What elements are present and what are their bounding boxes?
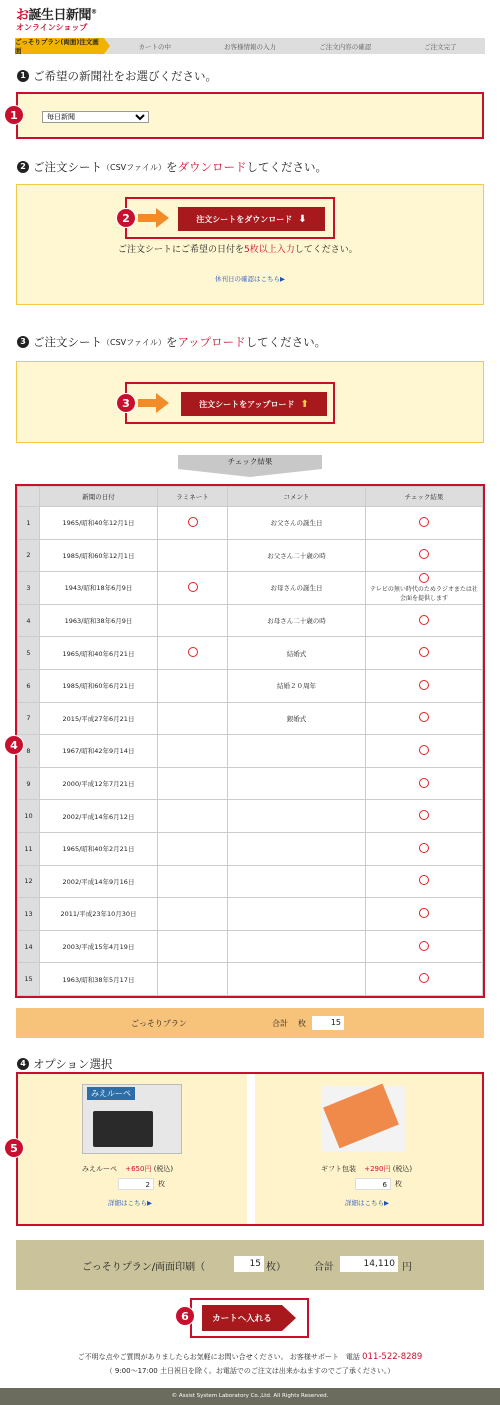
row-comment	[228, 767, 366, 800]
table-row	[18, 898, 483, 931]
section1-title: ご希望の新聞社をお選びください。	[33, 69, 217, 83]
row-laminate	[158, 637, 228, 670]
section1-number: 1	[17, 70, 29, 82]
row-date: 1963/昭和38年6月9日	[40, 604, 158, 637]
step-complete: ご注文完了	[390, 38, 485, 54]
step-badge-2: 2	[116, 208, 136, 228]
plan-count: 15	[312, 1016, 344, 1030]
summary-total-label: 合計	[314, 1262, 334, 1273]
summary-label: ごっそりプラン/両面印刷（	[82, 1262, 206, 1273]
loupe-unit: 枚	[158, 1180, 165, 1188]
row-comment: お母さんの誕生日	[228, 572, 366, 605]
download-arrow-icon	[138, 214, 156, 222]
gift-name: ギフト包装	[321, 1165, 356, 1173]
gift-envelope-icon	[323, 1084, 399, 1149]
table-row	[18, 604, 483, 637]
logo-reg: ®	[91, 8, 97, 16]
row-number: 2	[18, 539, 40, 572]
table-row	[18, 963, 483, 996]
table-row	[18, 800, 483, 833]
section3-title-c: してください。	[245, 335, 327, 349]
row-number: 15	[18, 963, 40, 996]
table-row	[18, 507, 483, 540]
gift-price: +290円	[364, 1165, 391, 1173]
step-badge-1: 1	[4, 105, 24, 125]
step-badge-6: 6	[175, 1306, 195, 1326]
check-ok-circle-icon	[419, 615, 429, 625]
summary-count: 15	[234, 1256, 264, 1272]
row-laminate	[158, 669, 228, 702]
row-comment: お父さん二十歳の時	[228, 539, 366, 572]
check-ok-circle-icon	[419, 517, 429, 527]
row-check	[366, 865, 483, 898]
loupe-image	[82, 1084, 182, 1154]
row-date: 1963/昭和38年5月17日	[40, 963, 158, 996]
row-comment	[228, 963, 366, 996]
check-ok-circle-icon	[419, 810, 429, 820]
row-date: 1967/昭和42年9月14日	[40, 735, 158, 768]
order-summary-bar	[16, 1240, 484, 1290]
th-check: チェック結果	[366, 487, 483, 507]
check-ok-circle-icon	[419, 973, 429, 983]
check-ok-circle-icon	[419, 712, 429, 722]
loupe-tax: (税込)	[153, 1165, 174, 1173]
row-laminate	[158, 832, 228, 865]
loupe-name-row	[82, 1164, 173, 1174]
th-laminate: ラミネート	[158, 487, 228, 507]
row-number: 14	[18, 930, 40, 963]
row-number: 4	[18, 604, 40, 637]
table-row	[18, 832, 483, 865]
check-result-label: チェック結果	[178, 455, 322, 469]
gift-detail-link[interactable]: 詳細はこちら▶	[345, 1199, 389, 1207]
check-ok-circle-icon	[419, 745, 429, 755]
newspaper-select[interactable]	[42, 111, 149, 123]
row-check	[366, 767, 483, 800]
row-laminate	[158, 963, 228, 996]
table-row	[18, 865, 483, 898]
row-date: 2003/平成15年4月19日	[40, 930, 158, 963]
row-number: 7	[18, 702, 40, 735]
download-button-label: 注文シートをダウンロード	[196, 214, 293, 224]
download-note	[118, 242, 358, 255]
row-date: 1943/昭和18年6月9日	[40, 572, 158, 605]
loupe-name: みえルーペ	[82, 1165, 117, 1173]
section3-title-red: アップロード	[177, 335, 246, 349]
plan-name: ごっそりプラン	[131, 1019, 187, 1028]
row-number: 8	[18, 735, 40, 768]
row-number: 11	[18, 832, 40, 865]
row-laminate	[158, 930, 228, 963]
row-laminate	[158, 865, 228, 898]
row-number: 3	[18, 572, 40, 605]
row-date: 1965/昭和40年2月21日	[40, 832, 158, 865]
row-comment	[228, 735, 366, 768]
row-comment: 結婚２０周年	[228, 669, 366, 702]
cart-button-arrow	[282, 1305, 296, 1331]
row-comment	[228, 898, 366, 931]
row-check	[366, 963, 483, 996]
holiday-link-text: 休刊日の確認はこちら▶	[215, 275, 285, 283]
loupe-qty-input[interactable]: 2	[118, 1178, 154, 1190]
row-check	[366, 539, 483, 572]
row-laminate	[158, 507, 228, 540]
step-badge-5: 5	[4, 1138, 24, 1158]
contact-phone[interactable]: 011-522-8289	[362, 1352, 423, 1362]
laminate-circle-icon	[188, 647, 198, 657]
row-laminate	[158, 539, 228, 572]
row-number: 12	[18, 865, 40, 898]
row-comment: 結婚式	[228, 637, 366, 670]
check-note: テレビの無い時代のためラジオまたは社会面を提供します	[370, 585, 478, 602]
row-check	[366, 507, 483, 540]
row-comment	[228, 832, 366, 865]
table-row	[18, 669, 483, 702]
download-note-red: 5枚以上入力	[244, 245, 295, 255]
row-laminate	[158, 800, 228, 833]
section2-heading	[17, 159, 327, 175]
row-number: 9	[18, 767, 40, 800]
section2-title-c: してください。	[246, 160, 327, 174]
row-number: 13	[18, 898, 40, 931]
check-ok-circle-icon	[419, 647, 429, 657]
row-comment	[228, 865, 366, 898]
row-date: 2015/平成27年6月21日	[40, 702, 158, 735]
contact-line1	[0, 1352, 500, 1362]
plan-summary-bar	[16, 1008, 484, 1038]
th-date: 新聞の日付	[40, 487, 158, 507]
row-check	[366, 930, 483, 963]
options-number: 4	[17, 1058, 29, 1070]
check-ok-circle-icon	[419, 908, 429, 918]
row-laminate	[158, 767, 228, 800]
row-comment	[228, 930, 366, 963]
logo-sub: オンラインショップ	[16, 23, 88, 32]
progress-steps	[15, 38, 485, 54]
row-check	[366, 572, 483, 605]
gift-name-row	[321, 1164, 412, 1174]
download-icon: ⬇	[298, 213, 307, 225]
section3-title-b: を	[165, 335, 178, 349]
row-laminate	[158, 702, 228, 735]
row-laminate	[158, 604, 228, 637]
row-date: 2002/平成14年9月16日	[40, 865, 158, 898]
row-date: 2000/平成12年7月21日	[40, 767, 158, 800]
row-check	[366, 735, 483, 768]
step-badge-3: 3	[116, 393, 136, 413]
loupe-detail-link[interactable]: 詳細はこちら▶	[108, 1199, 152, 1207]
row-date: 1985/昭和60年12月1日	[40, 539, 158, 572]
section3-heading	[17, 334, 326, 350]
row-date: 1965/昭和40年12月1日	[40, 507, 158, 540]
row-date: 1965/昭和40年6月21日	[40, 637, 158, 670]
row-check	[366, 637, 483, 670]
contact-line2: （ 9:00〜17:00 土日祝日を除く。お電話でのご注文は出来かねますのでご了承ください。）	[105, 1367, 395, 1375]
table-row	[18, 767, 483, 800]
table-row	[18, 930, 483, 963]
row-comment	[228, 800, 366, 833]
step-confirm: ご注文内容の確認	[295, 38, 390, 54]
gift-qty-input[interactable]: 6	[355, 1178, 391, 1190]
gift-unit: 枚	[395, 1180, 402, 1188]
th-no	[18, 487, 40, 507]
logo-o: お	[16, 8, 29, 23]
row-check	[366, 832, 483, 865]
add-to-cart-button[interactable]: カートへ入れる	[202, 1305, 282, 1331]
section2-title-a: ご注文シート	[33, 160, 102, 174]
row-date: 2011/平成23年10月30日	[40, 898, 158, 931]
table-row	[18, 572, 483, 605]
section3-title-small: （CSVファイル）	[102, 337, 166, 347]
step-order: ごっそりプラン(両面)注文画面	[15, 38, 104, 54]
contact-text: ご不明な点やご質問がありましたらお気軽にお問い合せください。 お客様サポート 電話	[77, 1353, 360, 1361]
check-ok-circle-icon	[419, 941, 429, 951]
row-laminate	[158, 572, 228, 605]
check-result-arrow	[178, 469, 322, 477]
check-ok-circle-icon	[419, 778, 429, 788]
holiday-link[interactable]	[0, 274, 500, 283]
gift-image	[321, 1086, 405, 1152]
laminate-circle-icon	[188, 517, 198, 527]
option-card-loupe	[18, 1074, 247, 1224]
plan-total-label: 合計	[272, 1019, 288, 1028]
summary-total: 14,110	[340, 1256, 398, 1272]
table-row	[18, 539, 483, 572]
row-laminate	[158, 735, 228, 768]
section2-title-red: ダウンロード	[177, 160, 247, 174]
download-button[interactable]	[178, 207, 325, 231]
row-check	[366, 800, 483, 833]
row-comment: 銀婚式	[228, 702, 366, 735]
check-ok-circle-icon	[419, 573, 429, 583]
summary-yen: 円	[402, 1262, 412, 1273]
row-comment: お父さんの誕生日	[228, 507, 366, 540]
section3-title-a: ご注文シート	[33, 335, 102, 349]
check-ok-circle-icon	[419, 843, 429, 853]
table-row	[18, 637, 483, 670]
loupe-image-title: みえルーペ	[87, 1087, 135, 1100]
check-ok-circle-icon	[419, 549, 429, 559]
download-arrow-head	[156, 208, 169, 228]
section2-title-b: を	[165, 160, 178, 174]
row-laminate	[158, 898, 228, 931]
row-check	[366, 669, 483, 702]
options-heading	[17, 1056, 112, 1072]
plan-unit: 枚	[298, 1019, 306, 1028]
row-date: 2002/平成14年6月12日	[40, 800, 158, 833]
laminate-circle-icon	[188, 582, 198, 592]
upload-icon: ⬆	[300, 398, 309, 410]
check-ok-circle-icon	[419, 680, 429, 690]
download-note-b: してください。	[294, 245, 358, 255]
row-check	[366, 898, 483, 931]
step-customer-info: お客様情報の入力	[199, 38, 294, 54]
section2-number: 2	[17, 161, 29, 173]
loupe-price: +650円	[125, 1165, 152, 1173]
section2-title-small: （CSVファイル）	[102, 162, 166, 172]
row-number: 5	[18, 637, 40, 670]
newspaper-select-box	[16, 92, 484, 139]
upload-arrow-head	[156, 393, 169, 413]
step-badge-4: 4	[4, 735, 24, 755]
upload-arrow-icon	[138, 399, 156, 407]
options-title: オプション選択	[33, 1057, 113, 1071]
step-cart: カートの中	[104, 38, 199, 54]
row-date: 1985/昭和60年6月21日	[40, 669, 158, 702]
table-row	[18, 702, 483, 735]
section3-number: 3	[17, 336, 29, 348]
option-card-gift	[255, 1074, 482, 1224]
upload-button-label: 注文シートをアップロード	[199, 399, 295, 409]
gift-tax: (税込)	[392, 1165, 413, 1173]
row-check	[366, 604, 483, 637]
check-ok-circle-icon	[419, 875, 429, 885]
footer-copyright: © Assist System Laboratory Co.,Ltd. All Rights Reserved.	[0, 1388, 500, 1405]
summary-unit: 枚）	[266, 1262, 286, 1273]
table-row	[18, 735, 483, 768]
row-comment: お母さん二十歳の時	[228, 604, 366, 637]
row-check	[366, 702, 483, 735]
row-number: 10	[18, 800, 40, 833]
upload-button[interactable]	[181, 392, 327, 416]
download-note-a: ご注文シートにご希望の日付を	[118, 245, 245, 255]
site-logo[interactable]	[16, 4, 97, 33]
th-comment: コメント	[228, 487, 366, 507]
row-number: 6	[18, 669, 40, 702]
row-number: 1	[18, 507, 40, 540]
loupe-card-icon	[93, 1111, 153, 1147]
logo-brand: 誕生日新聞	[28, 8, 92, 23]
check-table	[15, 484, 485, 998]
section1-heading	[17, 68, 217, 84]
